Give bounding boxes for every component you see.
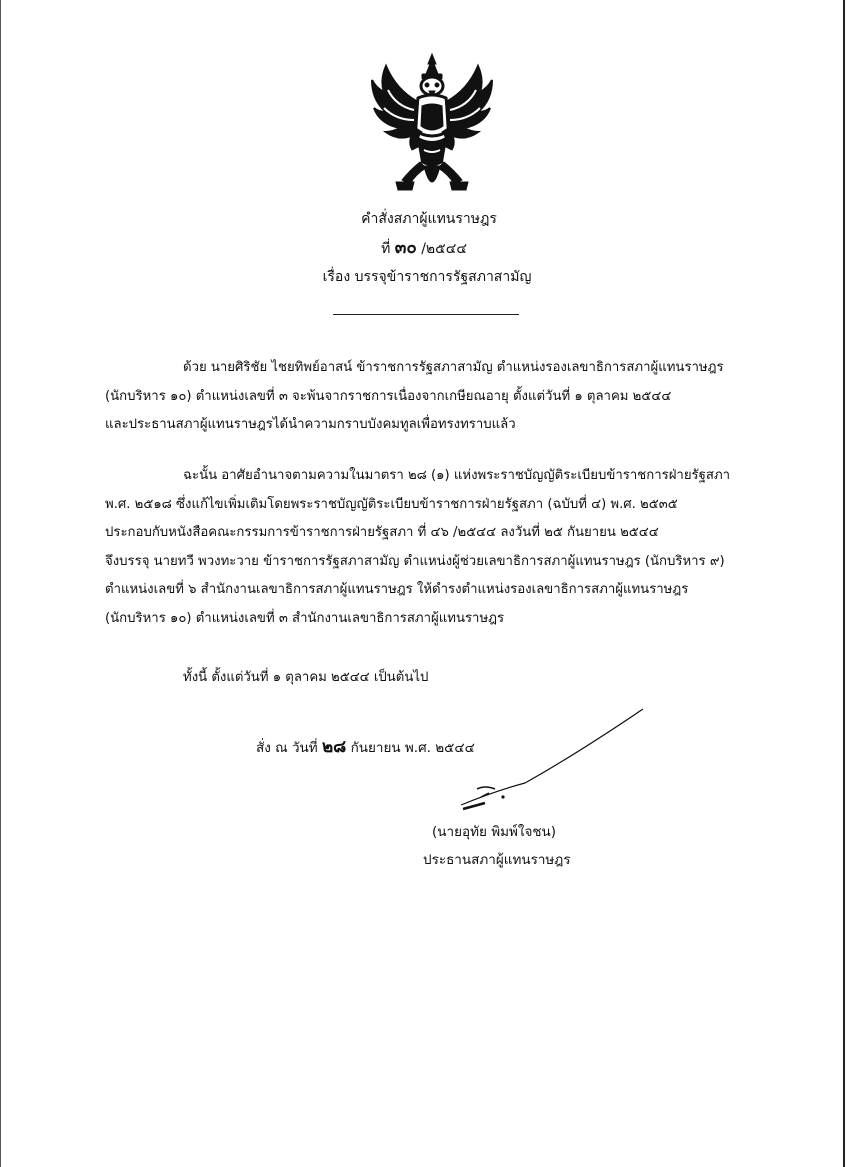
- paragraph-1: [105, 354, 765, 440]
- issue-date-prefix: สั่ง ณ วันที่: [256, 740, 318, 756]
- header-divider: [333, 314, 519, 315]
- page-edge-right: [843, 0, 845, 1167]
- page-edge-left: [0, 0, 1, 1167]
- paragraph-3: [105, 664, 765, 693]
- paragraph-1-line-3: และประธานสภาผู้แทนราษฎรได้นำความกราบบังคมทูลเพื่อทรงทราบแล้ว: [105, 417, 516, 432]
- issue-date-day: ๒๘: [321, 737, 347, 757]
- order-subject: เรื่อง บรรจุข้าราชการรัฐสภาสามัญ: [322, 269, 532, 285]
- garuda-emblem-icon: [366, 50, 498, 200]
- paragraph-2-line-6: (นักบริหาร ๑๐) ตำแหน่งเลขที่ ๓ สำนักงานเลขาธิการสภาผู้แทนราษฎร: [105, 610, 505, 626]
- order-title: คำสั่งสภาผู้แทนราษฎร: [361, 211, 497, 227]
- order-number: ๓๐: [394, 238, 417, 258]
- paragraph-1-line-1: ด้วย นายศิริชัย ไชยทิพย์อาสน์ ข้าราชการรัฐสภาสามัญ ตำแหน่งรองเลขาธิการสภาผู้แทนราษฎร: [183, 360, 724, 375]
- order-number-suffix: /๒๕๔๔: [421, 241, 467, 257]
- paragraph-2-line-1: ฉะนั้น อาศัยอำนาจตามความในมาตรา ๒๘ (๑) แห่งพระราชบัญญัติระเบียบข้าราชการฝ่ายรัฐสภา: [183, 468, 731, 483]
- issue-date: [256, 737, 475, 758]
- paragraph-2: [105, 462, 765, 633]
- issue-date-suffix: กันยายน พ.ศ. ๒๕๔๔: [346, 740, 475, 756]
- paragraph-3-line-1: ทั้งนี้ ตั้งแต่วันที่ ๑ ตุลาคม ๒๕๔๔ เป็นต้นไป: [183, 670, 429, 685]
- signature-mark: [455, 705, 655, 815]
- paragraph-2-line-2: พ.ศ. ๒๕๑๘ ซึ่งแก้ไขเพิ่มเติมโดยพระราชบัญญัติระเบียบข้าราชการฝ่ายรัฐสภา (ฉบับที่ ๔) พ.ศ. ๒๕๓๕: [105, 496, 678, 512]
- order-number-line: [0, 239, 848, 258]
- signer-name: (นายอุทัย พิมพ์ใจชน): [432, 824, 557, 840]
- paragraph-2-line-5: ตำแหน่งเลขที่ ๖ สำนักงานเลขาธิการสภาผู้แทนราษฎร ให้ดำรงตำแหน่งรองเลขาธิการสภาผู้แทนราษฎร: [105, 582, 689, 597]
- paragraph-1-line-2: (นักบริหาร ๑๐) ตำแหน่งเลขที่ ๓ จะพ้นจากราชการเนื่องจากเกษียณอายุ ตั้งแต่วันที่ ๑ ตุลาคม ๒๕๔๔: [105, 388, 672, 404]
- order-number-prefix: ที่: [381, 241, 391, 257]
- paragraph-2-line-4: จึงบรรจุ นายทวี พวงทะวาย ข้าราชการรัฐสภาสามัญ ตำแหน่งผู้ช่วยเลขาธิการสภาผู้แทนราษฎร (นักบริหาร ๙): [105, 553, 725, 569]
- paragraph-2-line-3: ประกอบกับหนังสือคณะกรรมการข้าราชการฝ่ายรัฐสภา ที่ ๔๖ /๒๕๔๔ ลงวันที่ ๒๕ กันยายน ๒๕๔๔: [105, 525, 659, 540]
- signer-title: ประธานสภาผู้แทนราษฎร: [423, 852, 571, 868]
